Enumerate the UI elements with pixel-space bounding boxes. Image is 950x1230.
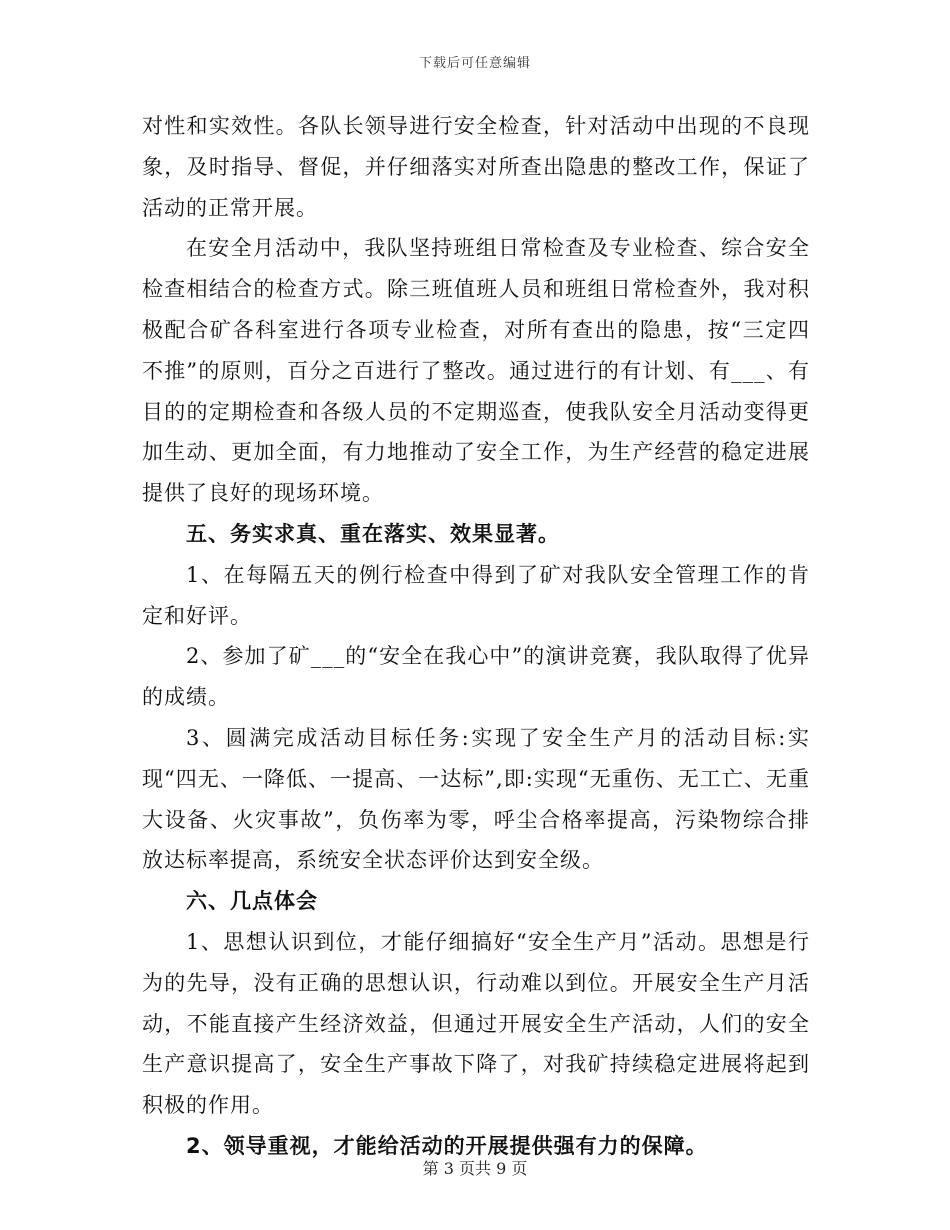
paragraph-continuation: 对性和实效性。各队长领导进行安全检查，针对活动中出现的不良现象，及时指导、督促，并仔细落实对所查出隐患的整改工作，保证了活动的正常开展。	[142, 114, 810, 220]
list-item-1: 1、在每隔五天的例行检查中得到了矿对我队安全管理工作的肯定和好评。	[142, 562, 810, 628]
list-item-3: 3、圆满完成活动目标任务:实现了安全生产月的活动目标:实现“四无、一降低、一提高、一达标”,即:实现“无重伤、无工亡、无重大设备、火灾事故”，负伤率为零，呼尘合格率提高，污染物综合排放达标率提高，系统安全状态评价达到安全级。	[142, 725, 810, 873]
list-item-2: 2、参加了矿___的“安全在我心中”的演讲竞赛，我队取得了优异的成绩。	[142, 644, 810, 710]
section-heading-six: 六、几点体会	[186, 889, 318, 914]
experience-item-1: 1、思想认识到位，才能仔细搞好“安全生产月”活动。思想是行为的先导，没有正确的思想认识，行动难以到位。开展安全生产月活动，不能直接产生经济效益，但通过开展安全生产活动，人们的安全生产意识提高了，安全生产事故下降了，对我矿持续稳定进展将起到积极的作用。	[142, 929, 810, 1118]
section-heading-five: 五、务实求真、重在落实、效果显著。	[186, 521, 560, 546]
experience-item-2: 2、领导重视，才能给活动的开展提供强有力的保障。	[186, 1133, 708, 1158]
page-number: 第 3 页共 9 页	[422, 1159, 528, 1178]
document-body	[142, 106, 810, 1167]
page-header: 下载后可任意编辑	[418, 56, 531, 71]
paragraph-inspection-method: 在安全月活动中，我队坚持班组日常检查及专业检查、综合安全检查相结合的检查方式。除三班值班人员和班组日常检查外，我对积极配合矿各科室进行各项专业检查，对所有查出的隐患，按“三定四不推”的原则，百分之百进行了整改。通过进行的有计划、有___、有目的的定期检查和各级人员的不定期巡查，使我队安全月活动变得更加生动、更加全面，有力地推动了安全工作，为生产经营的稳定进展提供了良好的现场环境。	[142, 236, 810, 506]
